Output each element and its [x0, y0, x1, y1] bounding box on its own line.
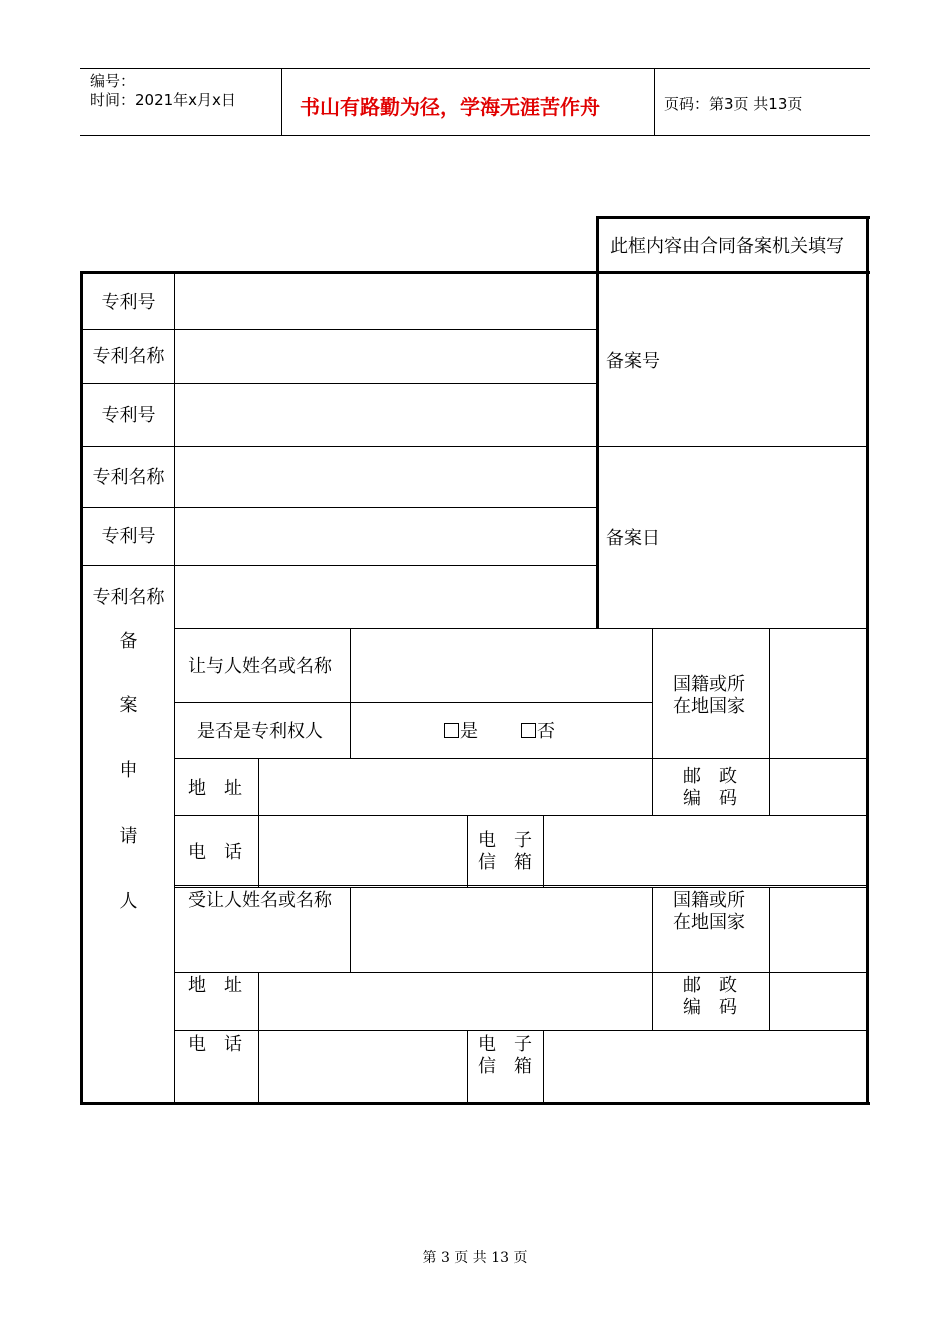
assignor-postcode-label-2: 编 码	[683, 788, 737, 809]
assignee-email-label-1: 电 子	[478, 1034, 532, 1055]
patent-no-label-1: 专利号	[101, 292, 156, 313]
assignee-email-field[interactable]	[545, 1032, 865, 1101]
assignee-address-label: 地 址	[188, 975, 242, 996]
assignee-phone-field[interactable]	[260, 1032, 466, 1101]
assignee-address-field[interactable]	[260, 974, 650, 1029]
patent-name-field-1[interactable]	[176, 331, 594, 382]
yes-checkbox[interactable]	[444, 723, 459, 738]
patent-no-field-2[interactable]	[176, 385, 594, 445]
header-page-label: 页码：第3页 共13页	[664, 95, 803, 113]
applicant-char-1: 备	[119, 631, 138, 652]
assignor-postcode-field[interactable]	[771, 760, 865, 814]
doc-number-label: 编号：	[90, 72, 136, 90]
assignee-postcode-label-1: 邮 政	[683, 975, 737, 996]
applicant-char-4: 请	[119, 826, 138, 847]
patent-name-label-2: 专利名称	[92, 467, 165, 488]
assignor-email-field[interactable]	[545, 817, 865, 884]
patentee-yes-option[interactable]	[444, 721, 478, 743]
assignor-address-field[interactable]	[260, 760, 650, 814]
filing-date-label: 备案日	[606, 528, 660, 549]
assignor-nationality-field[interactable]	[771, 631, 865, 757]
assignee-postcode-label-2: 编 码	[683, 997, 737, 1018]
assignor-nationality-label-2: 在地国家	[673, 696, 745, 717]
assignor-nationality-label-1: 国籍或所	[673, 674, 745, 695]
is-patentee-label: 是否是专利权人	[197, 721, 323, 742]
patent-no-label-2: 专利号	[101, 405, 156, 426]
assignor-name-field[interactable]	[352, 631, 650, 701]
assignee-nationality-label-2: 在地国家	[673, 912, 745, 933]
patent-name-label-1: 专利名称	[92, 346, 165, 367]
no-checkbox[interactable]	[521, 723, 536, 738]
patent-no-field-3[interactable]	[176, 509, 594, 564]
doc-time-label: 时间：2021年x月x日	[90, 91, 236, 109]
applicant-char-2: 案	[119, 695, 138, 716]
assignor-name-label: 让与人姓名或名称	[188, 656, 332, 677]
assignor-phone-label: 电 话	[188, 842, 242, 863]
patent-name-label-3: 专利名称	[92, 587, 165, 608]
filing-no-label: 备案号	[606, 351, 660, 372]
assignor-phone-field[interactable]	[260, 817, 466, 884]
patent-no-field-1[interactable]	[176, 274, 594, 328]
assignee-nationality-field[interactable]	[771, 889, 865, 971]
assignee-nationality-label-1: 国籍或所	[673, 890, 745, 911]
assignee-name-label: 受让人姓名或名称	[188, 890, 332, 911]
patent-no-label-3: 专利号	[101, 526, 156, 547]
patentee-no-option[interactable]	[521, 721, 555, 743]
applicant-char-5: 人	[119, 891, 138, 912]
assignee-postcode-field[interactable]	[771, 974, 865, 1029]
assignor-postcode-label-1: 邮 政	[683, 766, 737, 787]
filing-box-title: 此框内容由合同备案机关填写	[610, 236, 844, 257]
assignor-email-label-1: 电 子	[478, 830, 532, 851]
no-label: 否	[537, 721, 555, 742]
patent-name-field-2[interactable]	[176, 448, 594, 506]
assignee-phone-label: 电 话	[188, 1034, 242, 1055]
applicant-char-3: 申	[119, 760, 138, 781]
assignor-email-label-2: 信 箱	[478, 852, 532, 873]
yes-label: 是	[460, 721, 478, 742]
patent-name-field-3[interactable]	[176, 567, 594, 627]
assignor-address-label: 地 址	[188, 778, 242, 799]
header-motto: 书山有路勤为径，学海无涯苦作舟	[300, 95, 600, 119]
assignee-email-label-2: 信 箱	[478, 1056, 532, 1077]
assignee-name-field[interactable]	[352, 889, 650, 971]
page-footer: 第 3 页 共 13 页	[422, 1250, 528, 1266]
